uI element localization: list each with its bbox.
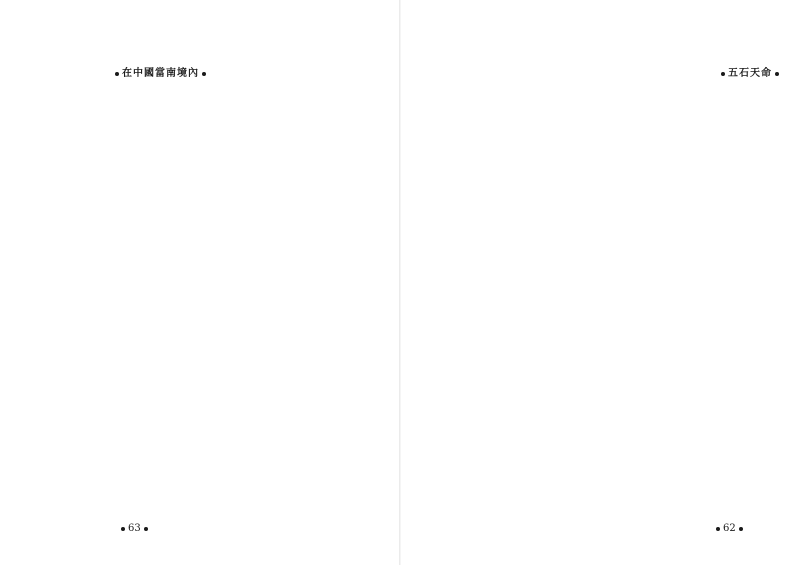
page-number-bullet-icon	[716, 527, 720, 531]
right-body-text	[440, 88, 760, 508]
header-bullet-icon	[721, 72, 725, 76]
page-number-bullet-icon	[121, 527, 125, 531]
right-running-head-text: 五石天命	[728, 68, 772, 79]
header-bullet-icon	[115, 72, 119, 76]
right-page	[400, 0, 800, 565]
page-number-bullet-icon	[144, 527, 148, 531]
right-page-number	[713, 523, 746, 534]
left-page-number-text: 63	[128, 523, 141, 534]
left-running-head	[112, 64, 209, 79]
left-body-text	[115, 88, 363, 508]
right-running-head	[718, 64, 782, 79]
left-page-number	[118, 523, 151, 534]
header-bullet-icon	[202, 72, 206, 76]
right-page-number-text: 62	[723, 523, 736, 534]
page-number-bullet-icon	[739, 527, 743, 531]
header-bullet-icon	[775, 72, 779, 76]
left-running-head-text: 在中國當南境內	[122, 68, 199, 79]
